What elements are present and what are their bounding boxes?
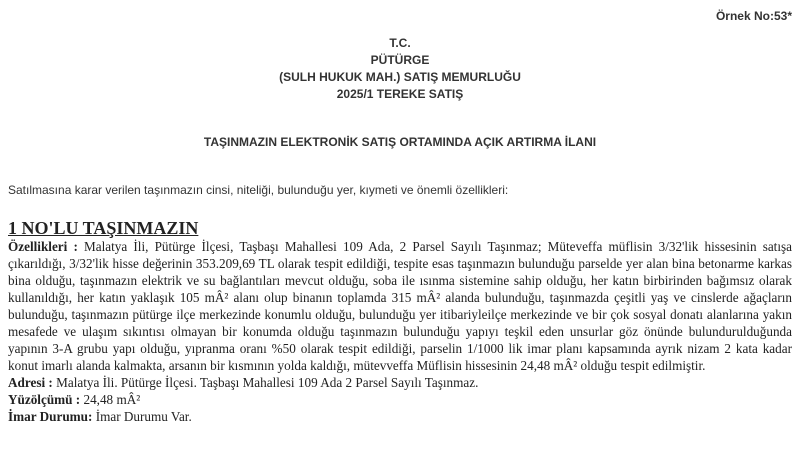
zoning-line <box>8 408 792 425</box>
zoning-label: İmar Durumu: <box>8 409 96 424</box>
property-details <box>8 238 792 425</box>
features-paragraph <box>8 238 792 374</box>
address-line <box>8 374 792 391</box>
section-title: 1 NO'LU TAŞINMAZIN <box>8 218 199 238</box>
header-office: (SULH HUKUK MAH.) SATIŞ MEMURLUĞU <box>279 70 521 84</box>
address-label: Adresi : <box>8 375 57 390</box>
header-city: PÜTÜRGE <box>370 53 430 67</box>
zoning-text: İmar Durumu Var. <box>95 409 192 424</box>
area-line <box>8 391 792 408</box>
header-file-number: 2025/1 TEREKE SATIŞ <box>336 87 464 101</box>
announcement-title: TAŞINMAZIN ELEKTRONİK SATIŞ ORTAMINDA AÇIK ARTIRMA İLANI <box>203 135 597 149</box>
document-header <box>0 35 800 103</box>
features-label: Özellikleri : <box>8 239 85 254</box>
area-label: Yüzölçümü : <box>8 392 84 407</box>
ornek-number: Örnek No:53* <box>715 9 792 23</box>
area-text: 24,48 mÂ² <box>83 392 141 407</box>
intro-text: Satılmasına karar verilen taşınmazın cinsi, niteliği, bulunduğu yer, kıymeti ve önemli özellikleri: <box>8 183 509 197</box>
address-text: Malatya İli. Pütürge İlçesi. Taşbaşı Mahallesi 109 Ada 2 Parsel Sayılı Taşınmaz. <box>56 375 479 390</box>
header-tc: T.C. <box>389 36 411 50</box>
features-text: Malatya İli, Pütürge İlçesi, Taşbaşı Mahallesi 109 Ada, 2 Parsel Sayılı Taşınmaz; Müteveffa müflisin 3/32'lik hissesinin satışa çıkarıldığı, 3/32'lik hisse değerinin 353.209,69 TL olarak tespit edildiği, tespite esas taşınmazın bulunduğu parselde yer alan bina betonarme karkas bina olduğu, taşınmazın elektrik ve su bağlantıları mevcut olduğu, soba ile ısınma sistemine sahip olduğu, her katın birbirinden bağımsız olarak kullanıldığı, her katın yaklaşık 105 mÂ² alanı olup binanın toplamda 315 mÂ² alanda bulunduğu, taşınmazda çeşitli yaş ve cinslerde ağaçların bulunduğu, taşınmazın pütürge ilçe merkezinde konumlu olduğu, bulunduğu yer itibariyleilçe merkezinde ve bir çok sosyal donatı alanlarına yakın mesafede ve ulaşım sıkıntısı olmayan bir konumda olduğu taşınmazın bulunduğu yapıyı teşkil eden unsurlar göz önünde bulundurulduğunda yapının 3-A grubu yapı olduğu, yıpranma oranı %50 olarak tespit edildiği, parselin 1/1000 lik imar planı kapsamında ayrık nizam 2 kata kadar konut imarlı alanda kalmakta, arsanın bir kısmının yolda kaldığı, mütevveffa Müflisin hissesinin 24,48 mÂ² olduğu tespit edilmiştir. <box>8 239 792 373</box>
